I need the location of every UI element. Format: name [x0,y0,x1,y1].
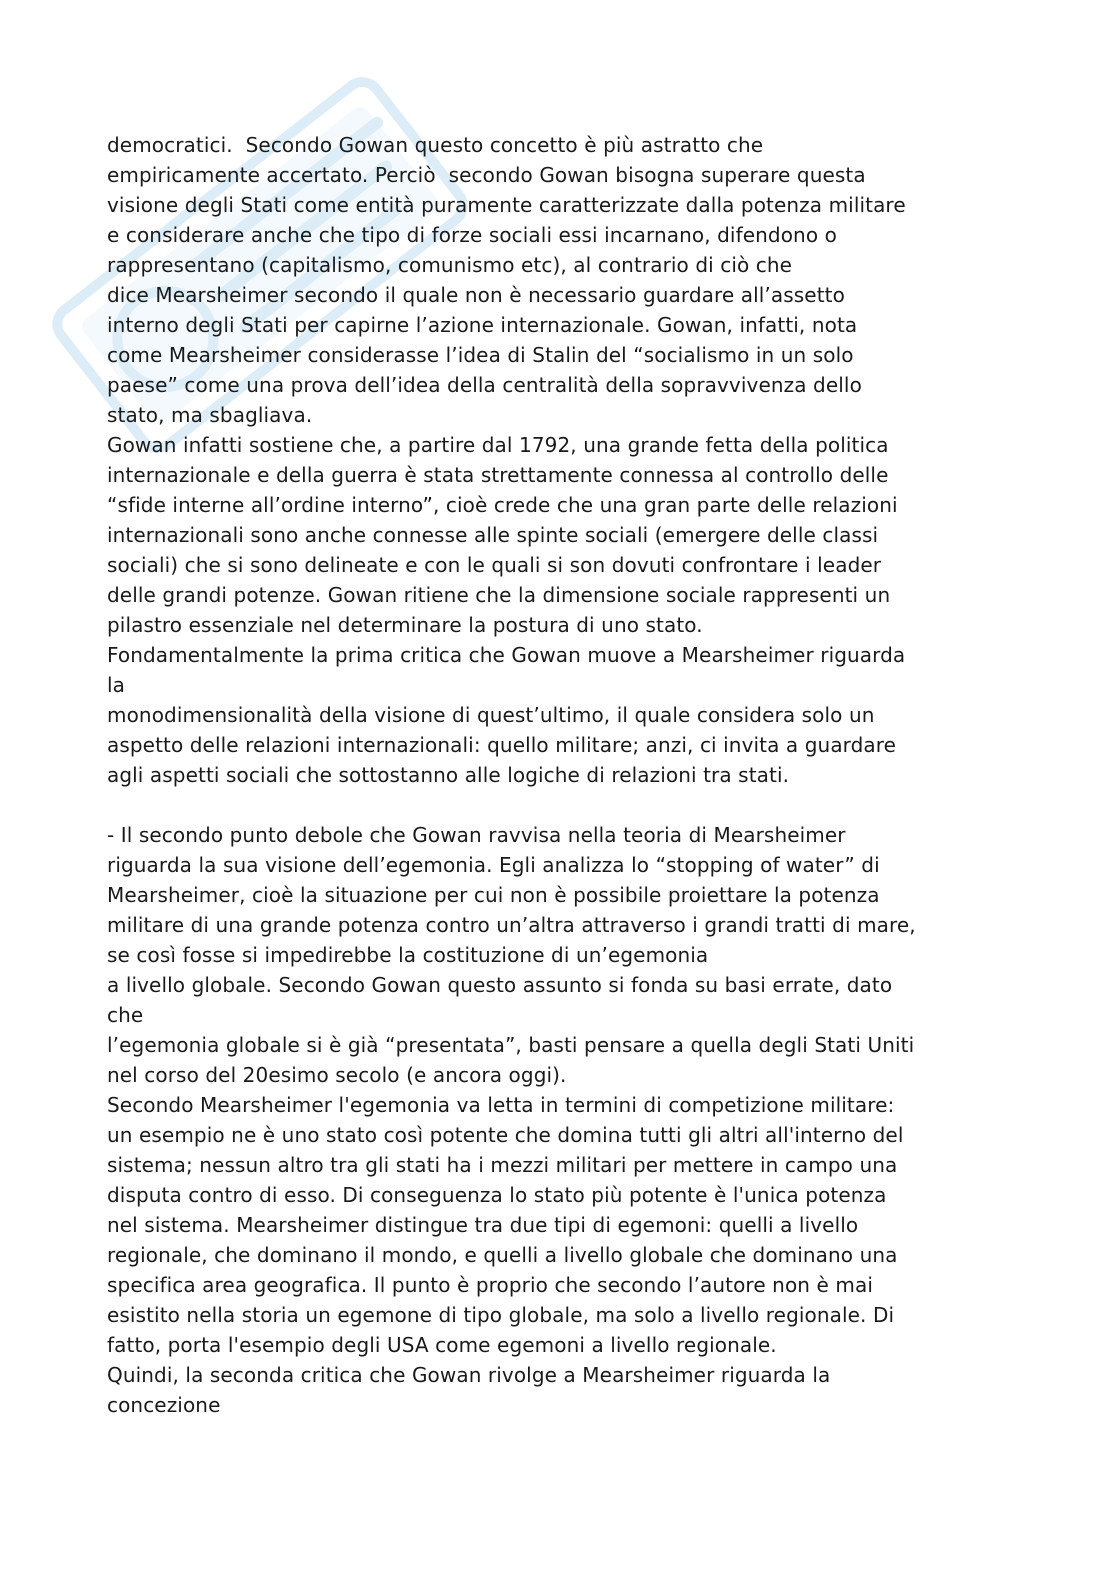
text-line: l’egemonia globale si è già “presentata”, basti pensare a quella degli Stati Uniti [107,1033,915,1057]
text-line: che [107,1003,144,1027]
text-line: fatto, porta l'esempio degli USA come egemoni a livello regionale. [107,1333,777,1357]
text-line: “sfide interne all’ordine interno”, cioè crede che una gran parte delle relazioni [107,493,898,517]
text-line: Secondo Mearsheimer l'egemonia va letta in termini di competizione militare: [107,1093,895,1117]
text-line: nel sistema. Mearsheimer distingue tra due tipi di egemoni: quelli a livello [107,1213,859,1237]
text-line: Fondamentalmente la prima critica che Gowan muove a Mearsheimer riguarda [107,643,906,667]
text-line: la [107,673,126,697]
text-line: sociali) che si sono delineate e con le quali si son dovuti confrontare i leader [107,553,882,577]
text-line: nel corso del 20esimo secolo (e ancora oggi). [107,1063,567,1087]
text-line: a livello globale. Secondo Gowan questo assunto si fonda su basi errate, dato [107,973,893,997]
text-line: Gowan infatti sostiene che, a partire dal 1792, una grande fetta della politica [107,433,889,457]
text-line: empiricamente accertato. Perciò secondo Gowan bisogna superare questa [107,163,866,187]
text-line: rappresentano (capitalismo, comunismo etc), al contrario di ciò che [107,253,793,277]
text-line: internazionale e della guerra è stata strettamente connessa al controllo delle [107,463,889,487]
text-line: regionale, che dominano il mondo, e quelli a livello globale che dominano una [107,1243,898,1267]
text-line: riguarda la sua visione dell’egemonia. Egli analizza lo “stopping of water” di [107,853,880,877]
text-line: dice Mearsheimer secondo il quale non è necessario guardare all’assetto [107,283,845,307]
text-line: specifica area geografica. Il punto è proprio che secondo l’autore non è mai [107,1273,873,1297]
text-line: se così fosse si impedirebbe la costituzione di un’egemonia [107,943,709,967]
text-line: disputa contro di esso. Di conseguenza lo stato più potente è l'unica potenza [107,1183,887,1207]
text-line: un esempio ne è uno stato così potente che domina tutti gli altri all'interno del [107,1123,904,1147]
text-line: come Mearsheimer considerasse l’idea di Stalin del “socialismo in un solo [107,343,854,367]
text-line [107,790,1007,820]
text-line: visione degli Stati come entità puramente caratterizzate dalla potenza militare [107,193,906,217]
text-line: esistito nella storia un egemone di tipo globale, ma solo a livello regionale. Di [107,1303,895,1327]
text-line: e considerare anche che tipo di forze sociali essi incarnano, difendono o [107,223,837,247]
text-line: internazionali sono anche connesse alle spinte sociali (emergere delle classi [107,523,879,547]
text-line: agli aspetti sociali che sottostanno alle logiche di relazioni tra stati. [107,763,790,787]
text-line: delle grandi potenze. Gowan ritiene che la dimensione sociale rappresenti un [107,583,891,607]
text-line: interno degli Stati per capirne l’azione internazionale. Gowan, infatti, nota [107,313,858,337]
text-line: aspetto delle relazioni internazionali: quello militare; anzi, ci invita a guardare [107,733,897,757]
text-line: pilastro essenziale nel determinare la postura di uno stato. [107,613,703,637]
text-line: Mearsheimer, cioè la situazione per cui non è possibile proiettare la potenza [107,883,880,907]
text-line: democratici. Secondo Gowan questo concetto è più astratto che [107,133,764,157]
text-line: - Il secondo punto debole che Gowan ravvisa nella teoria di Mearsheimer [107,823,846,847]
text-line: paese” come una prova dell’idea della centralità della sopravvivenza dello [107,373,862,397]
text-line: Quindi, la seconda critica che Gowan rivolge a Mearsheimer riguarda la [107,1363,831,1387]
text-line: sistema; nessun altro tra gli stati ha i mezzi militari per mettere in campo una [107,1153,898,1177]
text-line: militare di una grande potenza contro un’altra attraverso i grandi tratti di mare, [107,913,916,937]
text-line: monodimensionalità della visione di quest’ultimo, il quale considera solo un [107,703,875,727]
text-line: concezione [107,1393,221,1417]
text-line: stato, ma sbagliava. [107,403,313,427]
document-body-text [107,130,1007,1420]
